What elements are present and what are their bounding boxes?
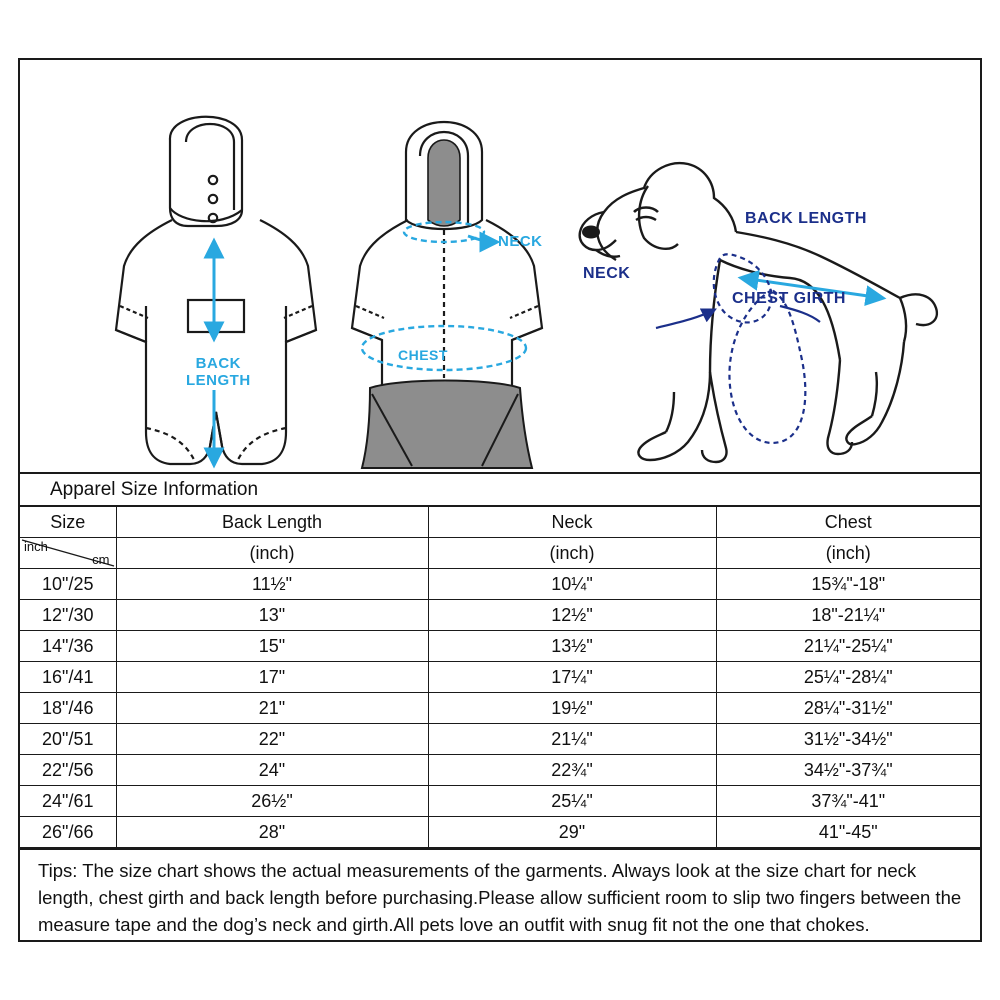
garment-back-view — [352, 122, 542, 468]
tips-text: Tips: The size chart shows the actual measurements of the garments. Always look at the size chart for neck length, chest girth and back length before purchasing.Please allow sufficient room to slip two fingers between the measure tape and the dog’s neck and girth.All pets love an outfit with snug fit not the one that chokes. — [20, 848, 980, 944]
table-unit-row — [20, 538, 980, 569]
cell-size: 24"/61 — [20, 786, 116, 817]
table-row — [20, 662, 980, 693]
cell-size: 14"/36 — [20, 631, 116, 662]
cell-back-length: 11½" — [116, 569, 428, 600]
cell-chest: 15¾"-18" — [716, 569, 980, 600]
size-table-section — [20, 472, 980, 944]
label-chest-girth-dog: CHEST GIRTH — [732, 290, 846, 307]
cell-neck: 17¼" — [428, 662, 716, 693]
header-size: Size — [20, 507, 116, 538]
cell-chest: 25¼"-28¼" — [716, 662, 980, 693]
cell-chest: 21¼"-25¼" — [716, 631, 980, 662]
table-row — [20, 724, 980, 755]
cell-back-length: 21" — [116, 693, 428, 724]
cell-size: 10"/25 — [20, 569, 116, 600]
chart-frame — [18, 58, 982, 942]
table-row — [20, 631, 980, 662]
cell-back-length: 26½" — [116, 786, 428, 817]
header-back-length: Back Length — [116, 507, 428, 538]
cell-back-length: 15" — [116, 631, 428, 662]
dog-measure-annotations — [656, 254, 882, 443]
cell-back-length: 13" — [116, 600, 428, 631]
cell-neck: 10¼" — [428, 569, 716, 600]
table-row — [20, 693, 980, 724]
table-row — [20, 786, 980, 817]
cell-size: 18"/46 — [20, 693, 116, 724]
table-row — [20, 569, 980, 600]
garment-front-view — [116, 117, 316, 464]
dog-illustration — [580, 163, 937, 462]
unit-inch: inch — [24, 539, 48, 554]
table-row — [20, 600, 980, 631]
cell-neck: 19½" — [428, 693, 716, 724]
cell-back-length: 22" — [116, 724, 428, 755]
cell-chest: 28¼"-31½" — [716, 693, 980, 724]
cell-neck: 22¾" — [428, 755, 716, 786]
cell-chest: 31½"-34½" — [716, 724, 980, 755]
cell-chest: 34½"-37¾" — [716, 755, 980, 786]
unit-back-length: (inch) — [116, 538, 428, 569]
label-back-length-front: BACK LENGTH — [186, 355, 251, 389]
cell-size: 22"/56 — [20, 755, 116, 786]
header-chest: Chest — [716, 507, 980, 538]
table-header-row — [20, 507, 980, 538]
cell-back-length: 24" — [116, 755, 428, 786]
unit-cm: cm — [92, 552, 110, 567]
illustration-panel — [20, 60, 980, 472]
cell-neck: 29" — [428, 817, 716, 848]
unit-split-cell — [20, 538, 116, 569]
cell-neck: 25¼" — [428, 786, 716, 817]
label-chest-back-view: CHEST — [398, 347, 448, 363]
cell-size: 12"/30 — [20, 600, 116, 631]
header-neck: Neck — [428, 507, 716, 538]
size-table — [20, 506, 980, 848]
cell-back-length: 28" — [116, 817, 428, 848]
cell-size: 16"/41 — [20, 662, 116, 693]
cell-chest: 41"-45" — [716, 817, 980, 848]
table-row — [20, 817, 980, 848]
cell-back-length: 17" — [116, 662, 428, 693]
unit-chest: (inch) — [716, 538, 980, 569]
cell-neck: 13½" — [428, 631, 716, 662]
cell-chest: 18"-21¼" — [716, 600, 980, 631]
cell-size: 20"/51 — [20, 724, 116, 755]
unit-neck: (inch) — [428, 538, 716, 569]
cell-neck: 21¼" — [428, 724, 716, 755]
table-row — [20, 755, 980, 786]
cell-size: 26"/66 — [20, 817, 116, 848]
cell-chest: 37¾"-41" — [716, 786, 980, 817]
label-neck-dog: NECK — [583, 265, 631, 282]
label-back-length-dog: BACK LENGTH — [745, 210, 867, 227]
label-neck-back-view: NECK — [498, 233, 543, 250]
cell-neck: 12½" — [428, 600, 716, 631]
table-title: Apparel Size Information — [20, 472, 980, 506]
